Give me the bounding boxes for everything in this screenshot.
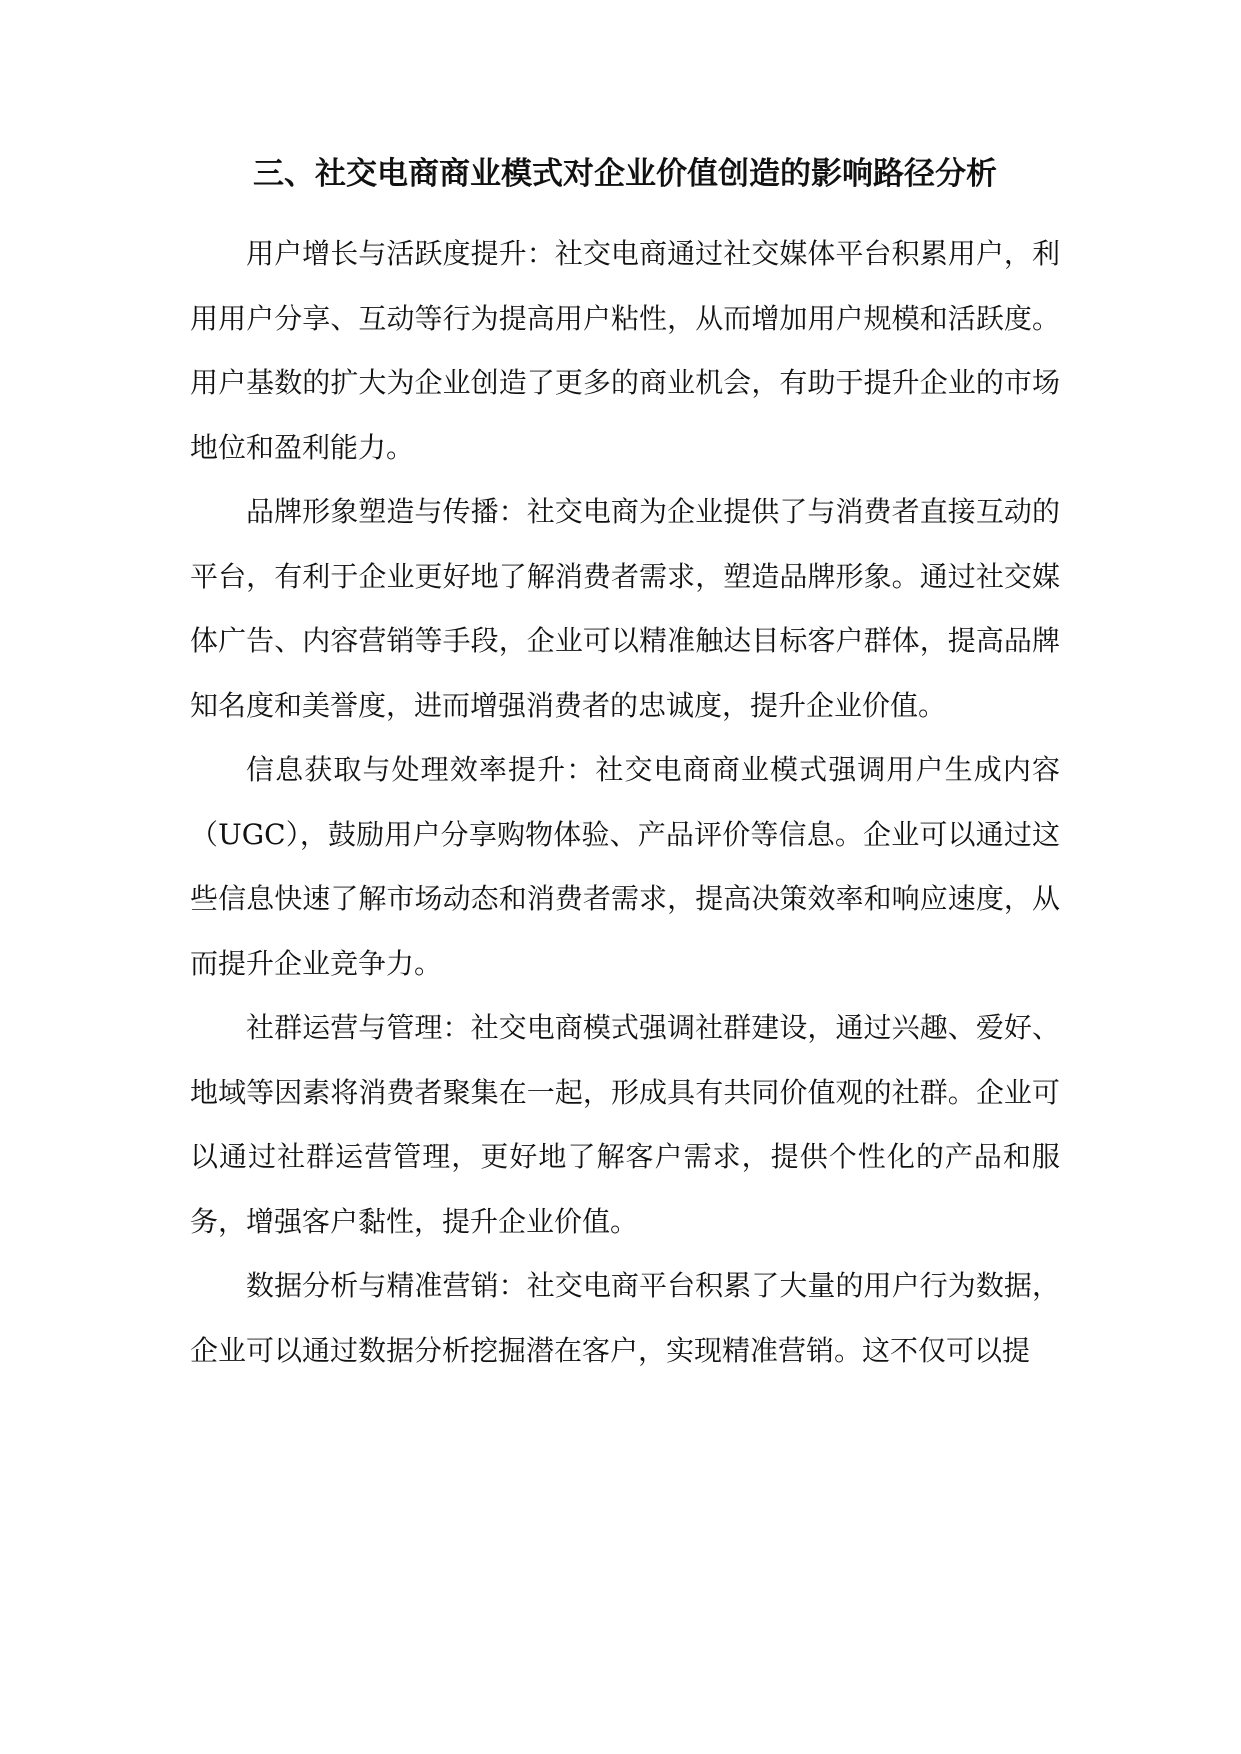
paragraph-community-operation: 社群运营与管理：社交电商模式强调社群建设，通过兴趣、爱好、地域等因素将消费者聚集在一起，形成具有共同价值观的社群。企业可以通过社群运营管理，更好地了解客户需求，提供个性化的产品和服务，增强客户黏性，提升企业价值。 — [190, 1011, 1060, 1238]
section-heading: 三、社交电商商业模式对企业价值创造的影响路径分析 — [253, 156, 997, 192]
paragraph-information-efficiency: 信息获取与处理效率提升：社交电商商业模式强调用户生成内容（UGC），鼓励用户分享购物体验、产品评价等信息。企业可以通过这些信息快速了解市场动态和消费者需求，提高决策效率和响应速度，从而提升企业竞争力。 — [190, 753, 1060, 980]
paragraph-data-analysis: 数据分析与精准营销：社交电商平台积累了大量的用户行为数据，企业可以通过数据分析挖掘潜在客户，实现精准营销。这不仅可以提 — [190, 1269, 1060, 1367]
paragraph-user-growth: 用户增长与活跃度提升：社交电商通过社交媒体平台积累用户，利用用户分享、互动等行为提高用户粘性，从而增加用户规模和活跃度。用户基数的扩大为企业创造了更多的商业机会，有助于提升企业的市场地位和盈利能力。 — [190, 237, 1060, 464]
body-text — [190, 222, 1060, 1383]
paragraph-brand-image: 品牌形象塑造与传播：社交电商为企业提供了与消费者直接互动的平台，有利于企业更好地了解消费者需求，塑造品牌形象。通过社交媒体广告、内容营销等手段，企业可以精准触达目标客户群体，提高品牌知名度和美誉度，进而增强消费者的忠诚度，提升企业价值。 — [190, 495, 1060, 722]
